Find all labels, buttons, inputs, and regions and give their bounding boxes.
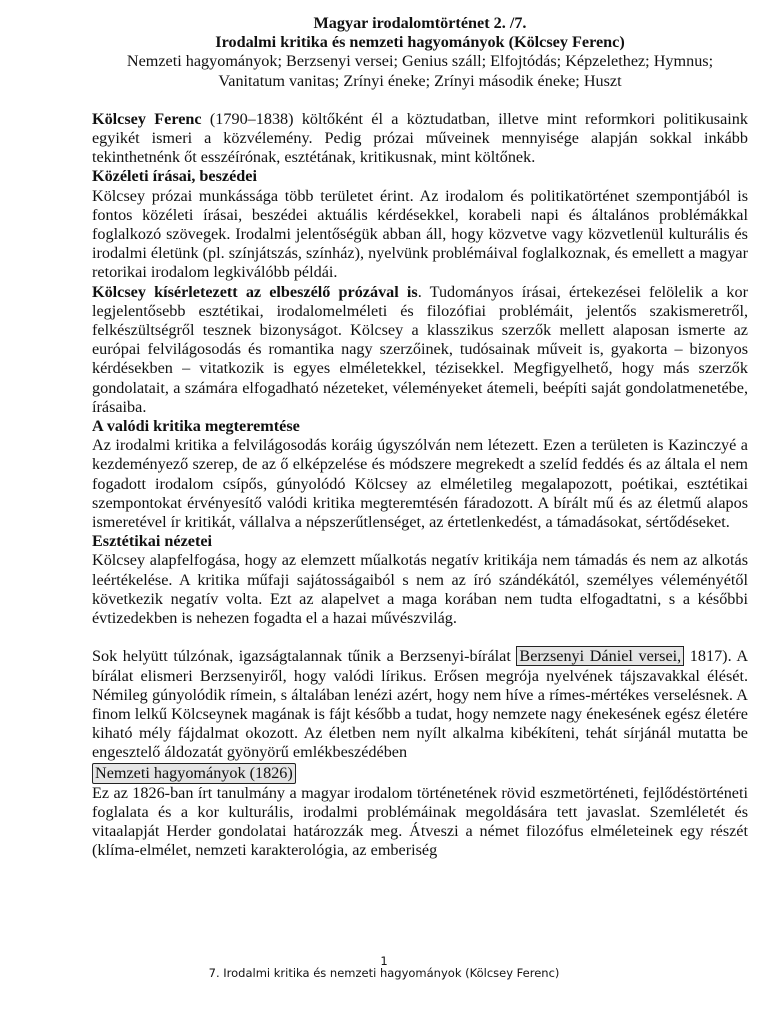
paragraph-berzsenyi <box>92 647 748 762</box>
heading-public-writings: Közéleti írásai, beszédei <box>92 167 257 186</box>
keywords-line-1: Nemzeti hagyományok; Berzsenyi versei; Genius száll; Elfojtódás; Képzelethez; Hymnus; <box>126 52 714 71</box>
berzsenyi-text-before: Sok helyütt túlzónak, igazságtalannak tűnik a Berzsenyi-bírálat <box>92 647 517 666</box>
footer-title: 7. Irodalmi kritika és nemzeti hagyományok (Kölcsey Ferenc) <box>208 966 560 980</box>
heading-critique: A valódi kritika megteremtése <box>92 417 300 436</box>
page-number: 1 <box>380 954 388 968</box>
prose-lead: Kölcsey kísérletezett az elbeszélő prózával is <box>92 282 418 301</box>
author-name: Kölcsey Ferenc <box>92 109 202 128</box>
paragraph-national-traditions: Ez az 1826-ban írt tanulmány a magyar irodalom történetének rövid eszmetörténeti, fejlődéstörténeti foglalata és a kor kulturális, irodalmi problémáinak megoldására tett javaslat. Szemléletét és vitaalapját Herder gondolatai határozzák meg. Átveszi a német filozófus elméleteinek egy részét (klíma-elmélet, nemzeti karakterológia, az emberiség <box>92 783 748 860</box>
berzsenyi-text-after: 1817). A bírálat elismeri Berzsenyiről, hogy valódi lírikus. Erősen megrója nyelvének tájszavakkal élését. Némileg gúnyolódik rímein, s általában lenézi azért, hogy nem híve a rímes-mértékes verselésnek. A finom lelkű Kölcseynek magának is fájt később a tudat, hogy nemzete nagy énekesének egész életére kiható mély fájdalmat okozott. Az életben nem nyílt alkalma kibékíteni, tehát sírjánál mutatta be engesztelő áldozatát gyönyörű emlékbeszédében <box>92 647 749 762</box>
document-subtitle: Irodalmi kritika és nemzeti hagyományok (Kölcsey Ferenc) <box>215 33 625 52</box>
paragraph-prose <box>92 283 748 417</box>
intro-paragraph <box>92 110 748 168</box>
document-title: Magyar irodalomtörténet 2. /7. <box>313 14 527 32</box>
paragraph-public-writings: Kölcsey prózai munkássága több területet érint. Az irodalom és politikatörténet szempontjából is fontos közéleti írásai, beszédei aktuális kérdésekkel, korabeli napi és általános problémákkal foglalkozó szövegek. Irodalmi jelentőségük abban áll, hogy közvetve vagy közvetlenül kulturális és irodalmi életünk (pl. színjátszás, színház), nyelvünk problémáival foglalkoznak, és emellett a magyar retorikai irodalom legkiválóbb példái. <box>92 186 748 282</box>
intro-text: (1790–1838) költőként él a köztudatban, illetve mint reformkori politikusaink egyikét ismeri a közvélemény. Pedig prózai műveinek mennyisége alapján sokkal inkább tekinthetnénk őt esszéírónak, esztétának, kritikusnak, mint költőnek. <box>92 109 748 167</box>
paragraph-critique: Az irodalmi kritika a felvilágosodás koráig úgyszólván nem létezett. Ezen a területen is Kazinczyé a kezdeményező szerep, de az ő elképzelése és módszere megrekedt a szelíd feddés és az általa el nem fogadott irodalom csípős, gúnyolódó Kölcsey az elméletileg megalapozott, poétikai, esztétikai szempontokat érvényesítő valódi kritika megteremtésén fáradozott. A bírált mű és az életmű alapos ismeretével ír kritikát, vállalva a népszerűtlenséget, az értetlenkedést, a támadásokat, sértődéseket. <box>92 436 748 532</box>
national-heading-wrapper <box>92 763 748 784</box>
spacer <box>92 628 748 647</box>
national-traditions-highlight-link[interactable]: Nemzeti hagyományok (1826) <box>92 763 296 784</box>
prose-text: . Tudományos írásai, értekezései felölelik a kor legjelentősebb esztétikai, irodalomelméleti és filozófiai problémáit, jelentős szakismeretről, felkészültségről tesznek bizonyságot. Kölcsey a klasszikus szerzők mellett alaposan ismerte az európai felvilágosodás és romantika nagy szerzőinek, tudósainak műveit is, gyakorta – bizonyos kérdésekben – vitatkozik is egyes elméletekkel, tézisekkel. Megfigyelhető, hogy más szerzők gondolatait, a számára elfogadható nézeteket, véleményeket átemeli, beépíti saját gondolatmenetébe, írásaiba. <box>92 282 748 416</box>
berzsenyi-highlight-link[interactable]: Berzsenyi Dániel versei, <box>516 646 684 666</box>
document-page <box>92 14 748 861</box>
heading-aesthetic: Esztétikai nézetei <box>92 532 213 551</box>
spacer <box>92 91 748 110</box>
keywords-line-2: Vanitatum vanitas; Zrínyi éneke; Zrínyi második éneke; Huszt <box>218 71 622 90</box>
paragraph-aesthetic: Kölcsey alapfelfogása, hogy az elemzett műalkotás negatív kritikája nem támadás és nem az alkotás leértékelése. A kritika műfaji sajátosságaiból s nem az író szándékától, személyes véleményétől következik negatív volta. Ezt az alapelvet a maga korában nem tudta elfogadtatni, s a későbbi évtizedekben is nehezen fogadta el a hazai művészvilág. <box>92 551 748 628</box>
